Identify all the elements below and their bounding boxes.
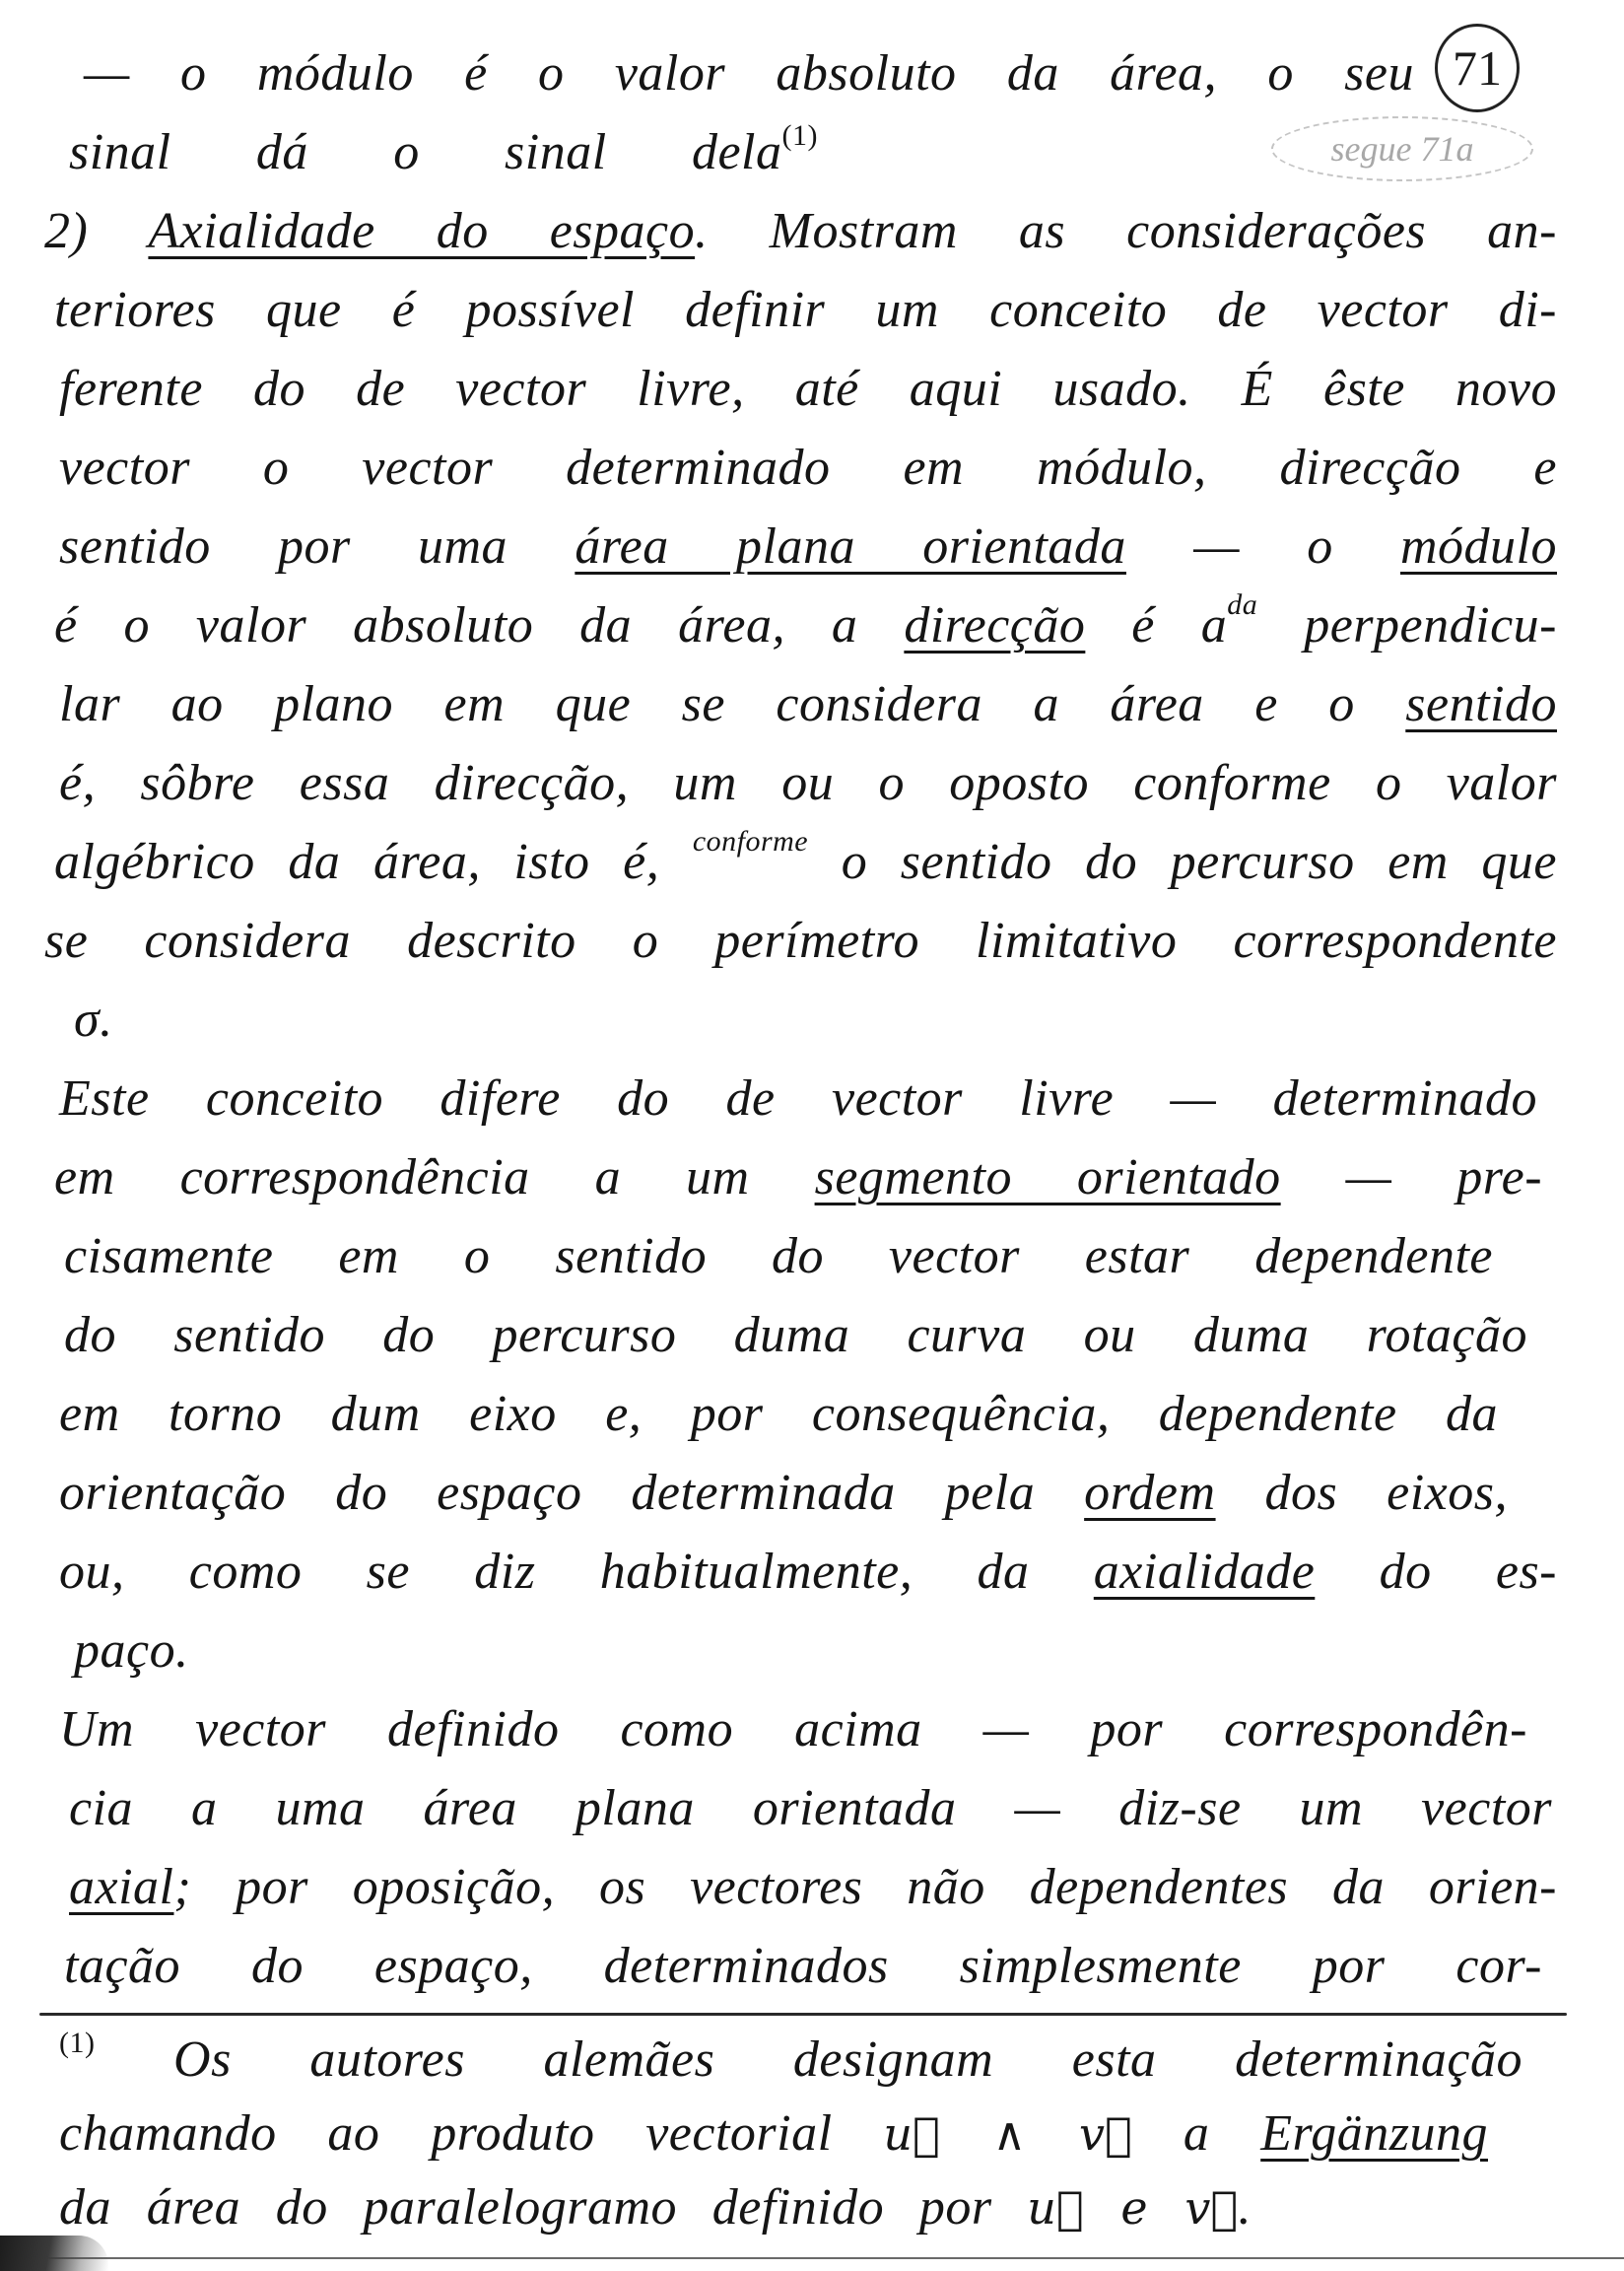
text-line-16	[64, 1222, 1493, 1291]
footnote-text: a	[1132, 2105, 1261, 2162]
text-line-9	[59, 670, 1557, 739]
line-text: ; por oposição, os vectores não dependentes da orien-	[173, 1859, 1557, 1915]
line-text: sentido por uma	[59, 518, 575, 575]
text-line-7	[59, 513, 1557, 582]
line-text: em torno dum eixo e, por consequência, dependente da	[59, 1386, 1498, 1442]
line-text: ferente do de vector livre, até aqui usado. É êste novo	[59, 361, 1557, 417]
text-line-12	[44, 907, 1557, 976]
text-line-22	[59, 1695, 1527, 1764]
text-line-11	[54, 825, 1557, 897]
footnote-text: da área do paralelogramo definido por	[59, 2179, 1028, 2236]
text-line-18	[59, 1380, 1498, 1449]
inserted-word: conforme	[692, 825, 809, 858]
line-text: paço.	[74, 1622, 189, 1679]
text-line-5	[59, 355, 1557, 424]
underlined-term: área plana orientada	[575, 518, 1126, 575]
line-text: é a	[1085, 597, 1228, 654]
line-text: — o módulo é o valor absoluto da área, o seu	[84, 45, 1414, 102]
continuation-note-oval	[1271, 116, 1533, 181]
text-line-14	[59, 1065, 1537, 1134]
inserted-word: da	[1227, 588, 1258, 621]
text-line-24	[69, 1853, 1557, 1922]
underlined-term: módulo	[1400, 518, 1557, 575]
text-line-23	[69, 1774, 1552, 1843]
line-text: Um vector definido como acima — por correspondên-	[59, 1701, 1527, 1757]
line-text: vector o vector determinado em módulo, direcção e	[59, 440, 1557, 496]
line-text: se considera descrito o perímetro limitativo correspondente	[44, 913, 1557, 969]
line-text: tação do espaço, determinados simplesmente por cor-	[64, 1938, 1542, 1994]
text-line-17	[64, 1301, 1527, 1370]
line-text: cisamente em o sentido do vector estar dependente	[64, 1228, 1493, 1284]
page-number-circle	[1435, 24, 1520, 112]
line-text: sinal dá o sinal dela	[69, 124, 782, 180]
line-text: . Mostram as considerações an-	[695, 203, 1557, 259]
line-text: ou, como se diz habitualmente, da	[59, 1544, 1094, 1600]
line-text: 2)	[44, 203, 149, 259]
text-line-19	[59, 1459, 1508, 1528]
scan-smudge	[0, 2236, 108, 2271]
text-line-25	[64, 1932, 1542, 2001]
footnote-line-3	[59, 2173, 1252, 2242]
text-line-10	[59, 749, 1557, 818]
line-text: é o valor absoluto da área, a	[54, 597, 905, 654]
text-line-15	[54, 1143, 1542, 1212]
underlined-term: sentido	[1405, 676, 1557, 732]
text-line-1	[84, 39, 1414, 108]
line-text: cia a uma área plana orientada — diz-se um vector	[69, 1780, 1552, 1836]
underlined-term: Ergänzung	[1260, 2105, 1488, 2162]
footnote-marker: (1)	[59, 2027, 96, 2059]
text-line-6	[59, 434, 1557, 503]
underlined-term: ordem	[1084, 1465, 1216, 1521]
line-text: do es-	[1315, 1544, 1557, 1600]
footnote-text: Os autores alemães designam esta determinação	[95, 2031, 1522, 2088]
page-number: 71	[1453, 40, 1502, 96]
continuation-note: segue 71a	[1330, 129, 1474, 169]
line-text: é, sôbre essa direcção, um ou o oposto conforme o valor	[59, 755, 1557, 811]
footnote-line-2	[59, 2099, 1488, 2168]
underlined-term: axial	[69, 1859, 174, 1915]
line-text: teriores que é possível definir um conceito de vector di-	[54, 282, 1557, 338]
text-line-3	[44, 197, 1557, 266]
text-line-2	[69, 118, 818, 187]
vector-expression: u⃗ e v⃗	[1027, 2181, 1239, 2235]
text-line-8	[54, 588, 1557, 660]
section-heading: Axialidade do espaço	[148, 203, 696, 259]
underlined-term: axialidade	[1093, 1544, 1316, 1600]
footnote-text: .	[1238, 2179, 1252, 2236]
line-text: dos eixos,	[1215, 1465, 1508, 1521]
footnote-separator	[39, 2013, 1567, 2016]
line-text: o sentido do percurso em que	[808, 834, 1557, 890]
underlined-term: direcção	[904, 597, 1086, 654]
line-text: algébrico da área, isto é,	[54, 834, 693, 890]
line-text: orientação do espaço determinada pela	[59, 1465, 1085, 1521]
line-text: Este conceito difere do de vector livre — determinado	[59, 1070, 1537, 1127]
underlined-term: segmento orientado	[814, 1149, 1281, 1205]
line-text: — pre-	[1280, 1149, 1543, 1205]
line-text: do sentido do percurso duma curva ou duma rotação	[64, 1307, 1527, 1363]
line-text: em correspondência a um	[54, 1149, 815, 1205]
footnote-marker: (1)	[781, 119, 818, 152]
text-line-4	[54, 276, 1557, 345]
page-bottom-edge	[0, 2257, 1624, 2259]
line-text: lar ao plano em que se considera a área e o	[59, 676, 1406, 732]
text-line-21	[74, 1617, 468, 1686]
text-line-13	[74, 986, 370, 1055]
line-text: — o	[1125, 518, 1400, 575]
footnote-line-1	[59, 2026, 1522, 2095]
line-text: σ.	[74, 992, 113, 1048]
line-text: perpendicu-	[1257, 597, 1557, 654]
vector-expression: u⃗ ∧ v⃗	[883, 2107, 1133, 2161]
text-line-20	[59, 1538, 1557, 1607]
footnote-text: chamando ao produto vectorial	[59, 2105, 884, 2162]
